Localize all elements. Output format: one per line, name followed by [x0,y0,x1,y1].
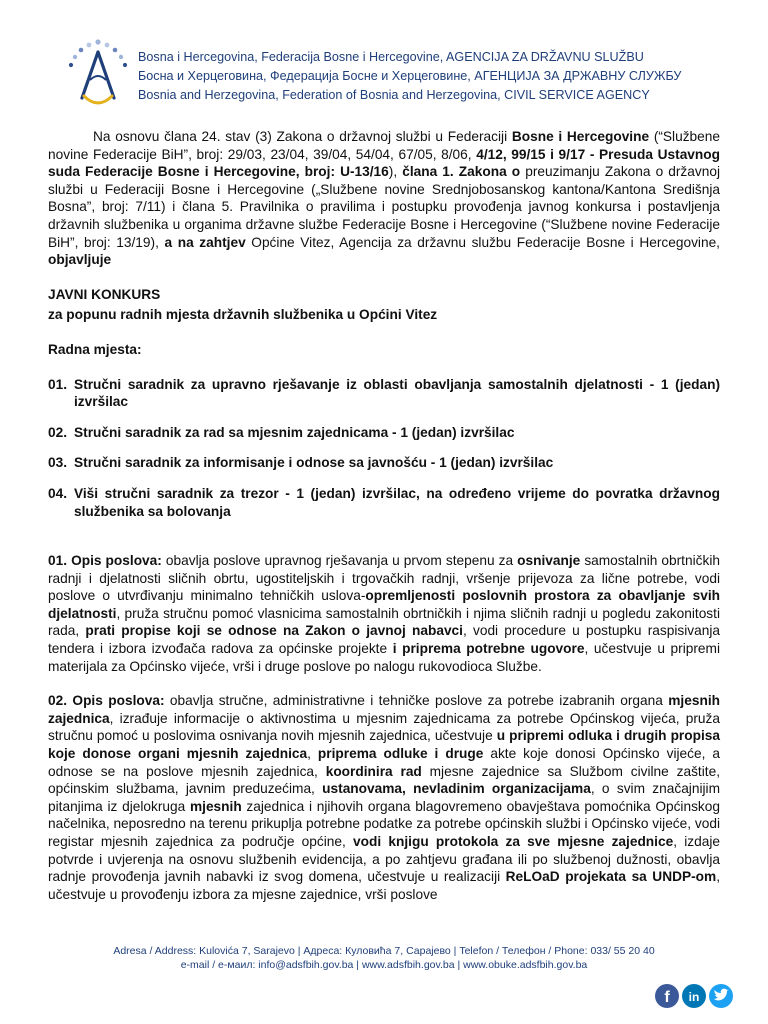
desc2-text-3: , [307,746,318,762]
desc1-bold-2: opremljenosti poslovnih prostora za obavljanje svih djelatnosti [48,588,720,621]
footer-address: Adresa / Address: Kulovića 7, Sarajevo | Адреса: Куловића 7, Сарајево | Telefon / Телефон / Phone: 033/ 55 20 40 [113,945,655,957]
linkedin-icon[interactable] [682,984,706,1008]
footer-contacts: e-mail / е-маил: info@adsfbih.gov.ba | www.adsfbih.gov.ba | www.obuke.adsfbih.gov.ba [180,959,588,971]
position-item-3 [48,454,720,472]
agency-name-block [138,48,681,105]
position-number: 04. [48,485,68,501]
desc2-bold-6: mjesnih [189,798,242,814]
position-title: Stručni saradnik za informisanje i odnose sa javnošću - 1 (jedan) izvršilac [74,455,554,471]
page-footer [0,944,768,972]
desc1-bold-4: i priprema potrebne ugovore [392,641,585,657]
desc2-text-5: mjesne zajednice sa Službom civilne zaštite, općinskim službama, javnim preduzećima, [48,763,720,797]
desc2-bold-4: koordinira rad [325,763,422,779]
position-item-1 [48,376,720,411]
intro-bold-5: objavljuje [48,252,112,268]
desc1-text-3: , pruža stručnu pomoć vlasnicima samostalnih obrtničkih i njima sličnih radnji u pogledu zakonitosti rada, [48,605,720,639]
desc1-bold-1: osnivanje [517,553,581,569]
position-number: 02. [48,424,68,440]
position-title: Stručni saradnik za rad sa mjesnim zajednicama - 1 (jedan) izvršilac [74,424,515,440]
desc2-bold-3: priprema odluke i druge [317,746,484,762]
desc2-bold-7: vodi knjigu protokola za sve mjesne zajednice [353,834,674,849]
description-label: 01. Opis poslova: [48,553,162,569]
desc2-text-6: , o svim značajnijim pitanjima iz djelokruga [48,781,720,814]
document-title: JAVNI KONKURS [48,286,161,302]
intro-text-5: Općine Vitez, Agencija za državnu službu Federacije Bosne i Hercegovine, [245,234,720,250]
intro-paragraph [48,128,720,269]
desc2-bold-5: ustanovama, nevladinim organizacijama [322,781,591,797]
position-number: 03. [48,455,68,471]
position-item-2 [48,424,720,442]
job-description-2 [48,692,720,903]
intro-bold-4: a na zahtjev [164,234,246,250]
desc2-text-8: , izdaje potvrde i uvjerenja na osnovu službenih evidencija, a po zahtjevu građana ili po službenoj dužnosti, obavlja radnje provođenja javnih nabavki iz svog domena, učestvuje u realizaciji [48,834,720,885]
intro-text-3: ), [388,164,403,180]
desc1-text-4: , vodi procedure u postupku raspisivanja tendera i izbora izvođača radova za općinske projekte [48,623,720,657]
desc2-bold-8: ReLOaD projekata sa UNDP-om [505,869,717,885]
positions-heading: Radna mjesta: [48,341,142,357]
intro-bold-3: člana 1. Zakona o [402,164,521,180]
intro-text-2: (“Službene novine Federacije BiH”, broj: 29/03, 23/04, 39/04, 54/04, 67/05, 8/06, [48,129,721,162]
desc2-text-9: , učestvuje u provođenju izbora za mjesne zajednice, vrši poslove [48,869,720,902]
document-body [48,128,720,903]
agency-logo [60,38,136,110]
document-subtitle: za popunu radnih mjesta državnih službenika u Općini Vitez [48,307,438,323]
intro-text-1: Na osnovu člana 24. stav (3) Zakona o državnoj službi u Federaciji [93,129,512,144]
desc1-text-5: , učestvuje u pripremi materijala za Općinsko vijeće, vrši i druge poslove po nalogu rukovodioca Službe. [48,641,720,674]
job-description-1 [48,552,720,675]
svg-text:in: in [688,990,700,1004]
twitter-icon[interactable] [709,984,733,1008]
social-links [654,983,734,1009]
desc2-text-1: obavlja stručne, administrativne i tehničke poslove za potrebe izabranih organa [164,693,669,709]
desc1-text-2: samostalnih obrtničkih radnji i djelatnosti sličnih obrtu, ugostiteljskih i trgovačkih radnji, vršenje prijevoza za lične potrebe, vodi poslove o utvrđivanju minimalno tehničkih uslova- [48,553,720,604]
desc2-text-4: akte koje donosi Općinsko vijeće, a odnose se na poslove mjesnih zajednica, [48,746,720,779]
description-label: 02. Opis poslova: [48,693,165,709]
desc2-text-2: , izrađuje informacije o aktivnostima u mjesnim zajednicama za potrebe Općinskog vijeća, pruža stručnu pomoć u poslovima osnivanja novih mjesnih zajednica, učestvuje [48,710,720,744]
desc1-bold-3: prati propise koji se odnose na Zakon o javnoj nabavci [85,623,463,639]
desc2-bold-1: mjesnih zajednica [48,693,720,726]
position-number: 01. [48,376,68,392]
agency-name-serbian: Босна и Херцеговина, Федерација Босне и Херцеговине, АГЕНЦИЈА ЗА ДРЖАВНУ СЛУЖБУ [138,69,682,83]
intro-text-4: preuzimanju Zakona o državnoj službi u Federaciji Bosne i Hercegovine („Službene novine Srednjobosanskog kantona/Kantona Središnja Bosna”, broj: 7/11) i člana 5. Pravilnika o pravilima i postupku provođenja javnog konkursa i postavljenja državnih službenika u organima državne službe Federacije Bosne i Hercegovine (“Službene novine Federacije BiH”, broj: 13/19), [48,164,721,250]
desc2-bold-2: u pripremi odluka i drugih propisa koje donose organi mjesnih zajednica [48,728,720,762]
intro-bold-1: Bosne i Hercegovine [511,129,650,144]
facebook-icon[interactable] [655,984,679,1008]
position-title: Viši stručni saradnik za trezor - 1 (jedan) izvršilac, na određeno vrijeme do povratka državnog službenika sa bolovanja [74,485,720,519]
desc2-text-7: zajednica i njihovih organa blagovremeno obavještava pomoćnika Općinskog načelnika, neposredno na terenu prikuplja potrebne podatke za potrebe općinskih službi i Općinsko vijeće, vodi registar mjesnih zajednica za područje općine, [48,798,720,849]
position-title: Stručni saradnik za upravno rješavanje iz oblasti obavljanja samostalnih djelatnosti - 1 (jedan) izvršilac [74,376,720,410]
agency-name-bosnian: Bosna i Hercegovina, Federacija Bosne i Hercegovine, AGENCIJA ZA DRŽAVNU SLUŽBU [138,50,644,64]
svg-text:f: f [664,989,670,1006]
desc1-text-1: obavlja poslove upravnog rješavanja u prvom stepenu za [161,553,518,569]
intro-bold-2: 4/12, 99/15 i 9/17 - Presuda Ustavnog suda Federacije Bosne i Hercegovine, broj: U-13/16 [48,146,720,180]
position-item-4 [48,485,720,520]
letterhead [60,38,740,110]
agency-name-english: Bosnia and Herzegovina, Federation of Bosnia and Herzegovina, CIVIL SERVICE AGENCY [138,88,650,102]
